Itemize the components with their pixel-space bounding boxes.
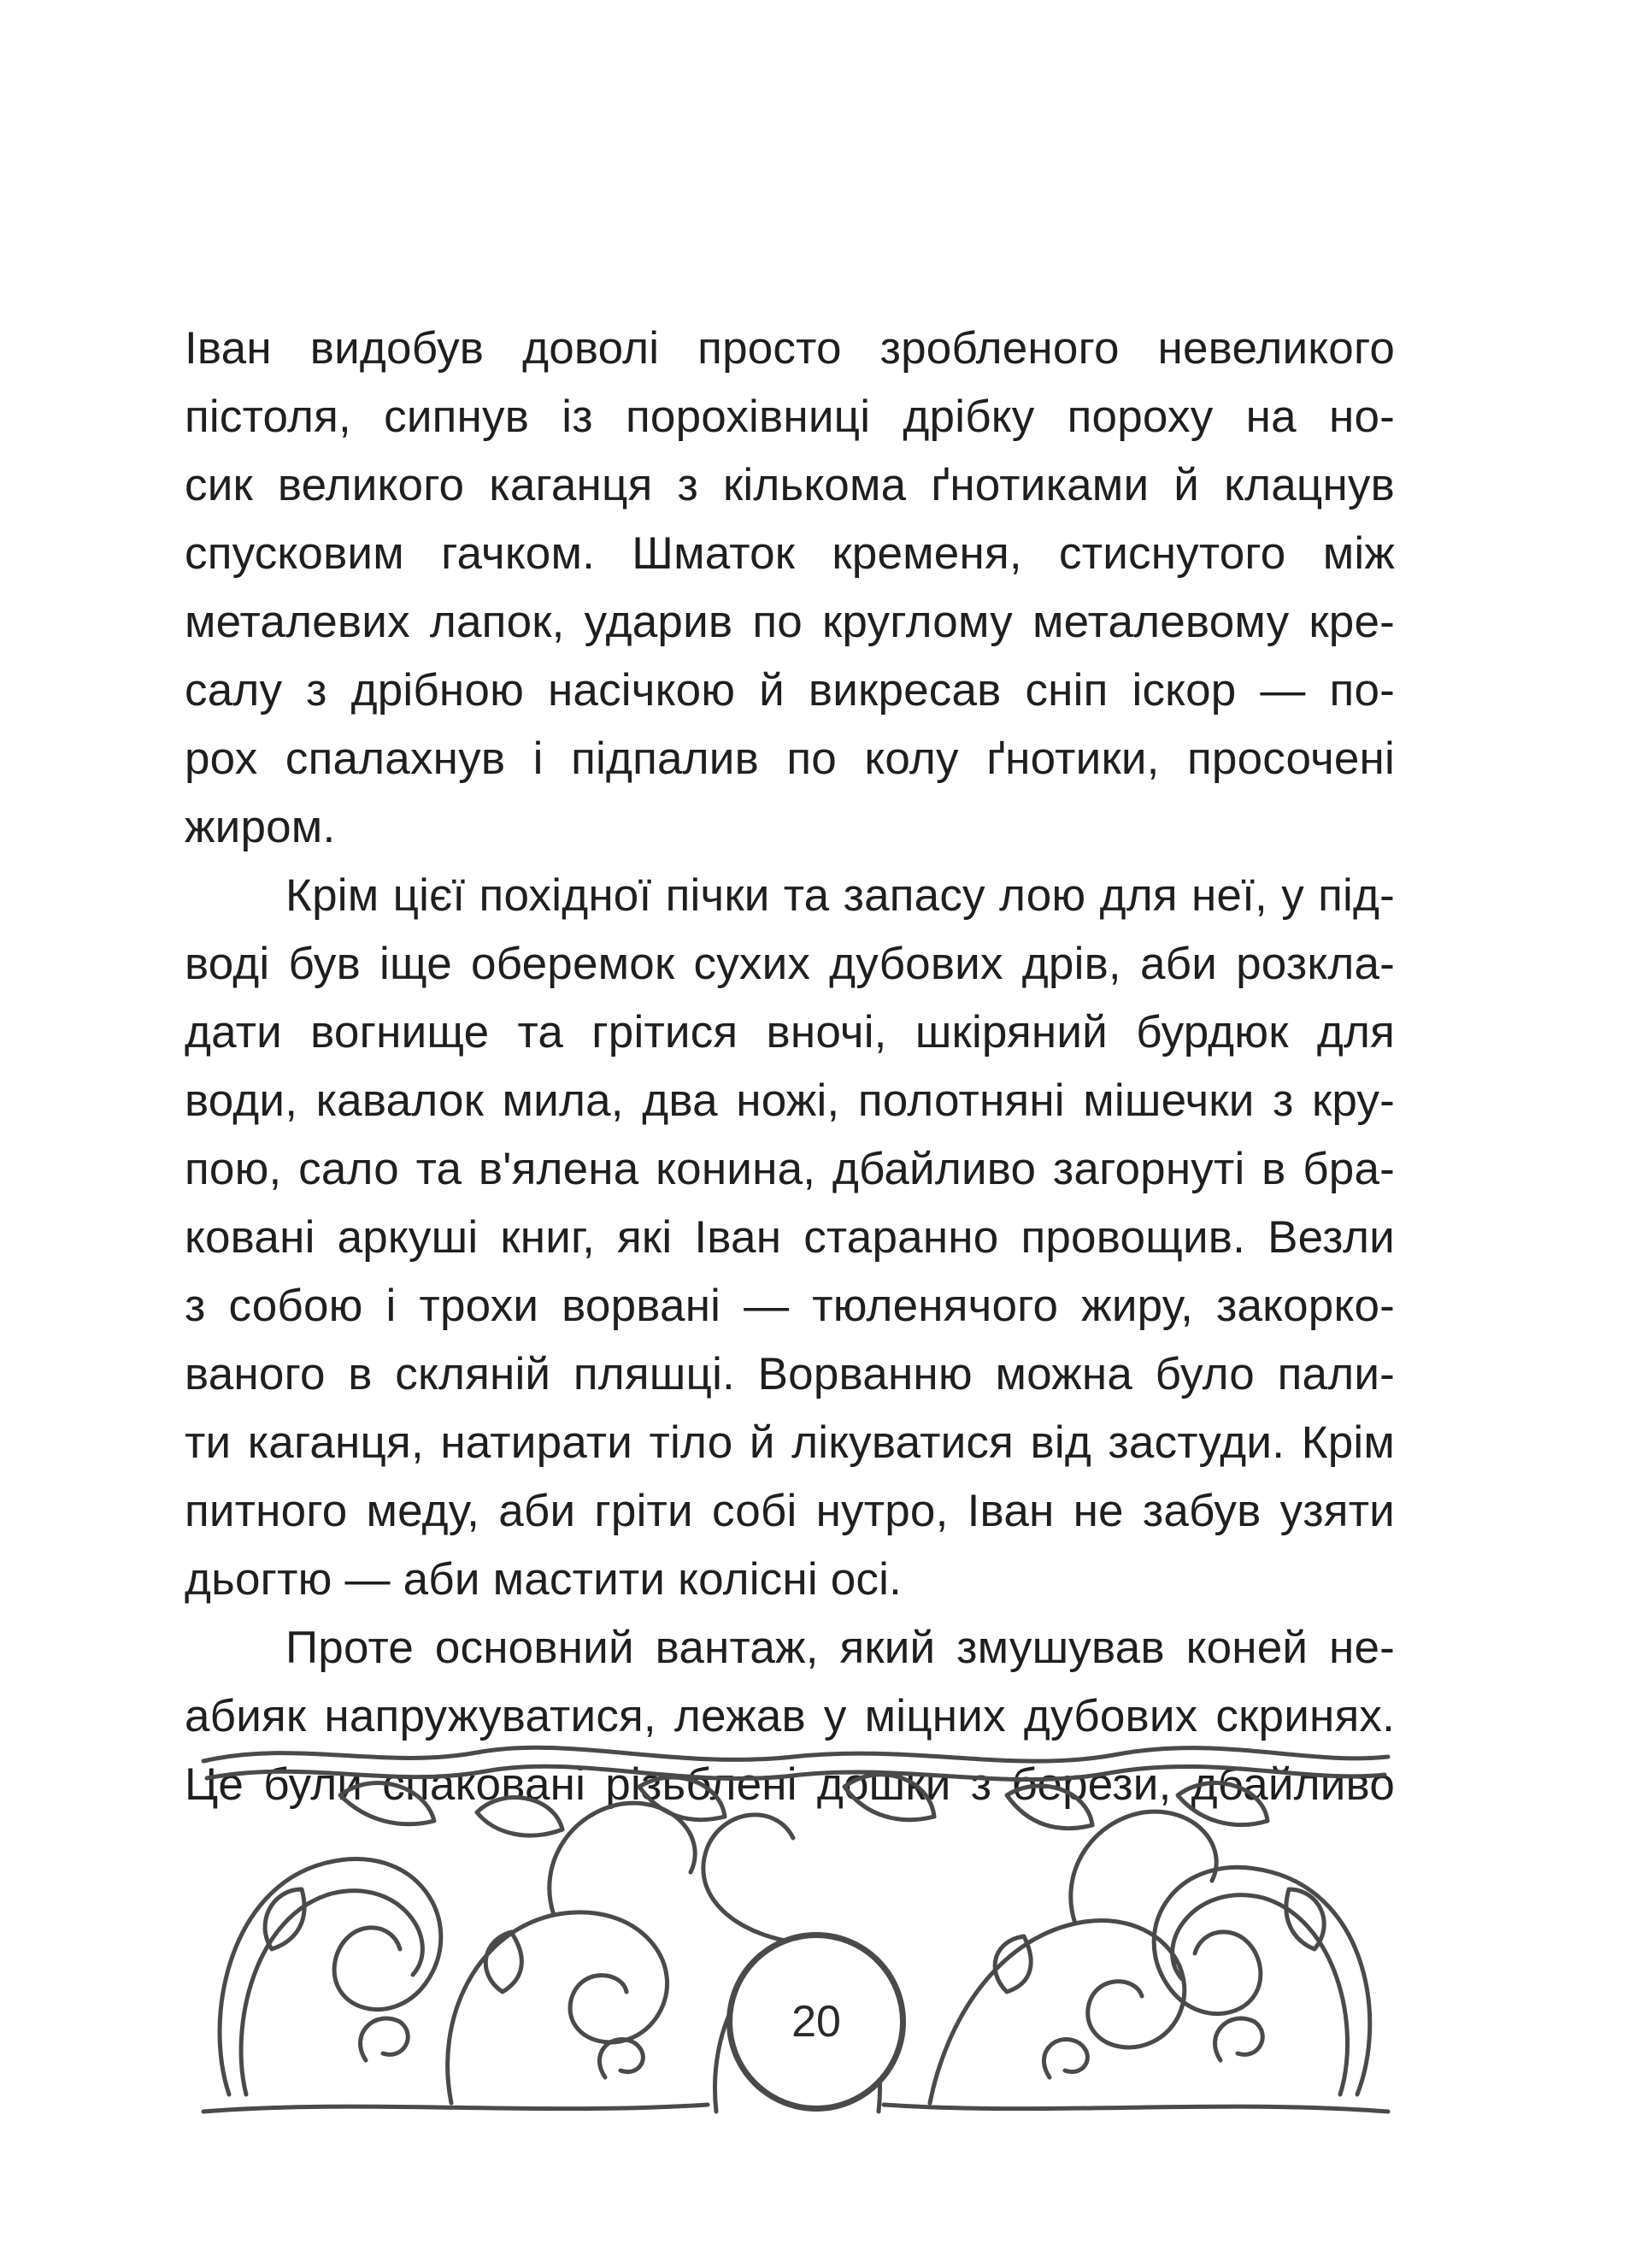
text-line: Іван видобув доволі просто зробленого невеликого <box>185 323 1395 374</box>
text-line: Крім цієї похідної пічки та запасу лою для неї, у під- <box>285 870 1395 921</box>
page-number-badge <box>726 1932 906 2112</box>
text-line: з собою і трохи ворвані — тюленячого жиру, закорко- <box>185 1281 1395 1331</box>
text-line: салу з дрібною насічкою й викресав сніп іскор — по- <box>185 665 1395 716</box>
text-line: питного меду, аби гріти собі нутро, Іван не забув узяти <box>185 1486 1395 1536</box>
text-line: дьогтю — аби мастити колісні осі. <box>185 1554 903 1605</box>
page-number: 20 <box>791 1997 841 2047</box>
text-line: Проте основний вантаж, який змушував коней не- <box>285 1623 1395 1673</box>
text-line: воді був іще оберемок сухих дубових дрів, аби розкла- <box>185 939 1395 989</box>
text-line: дати вогнище та грітися вночі, шкіряний бурдюк для <box>185 1007 1395 1057</box>
text-line: пістоля, сипнув із порохівниці дрібку пороху на но- <box>185 392 1395 442</box>
text-line: Це були спаковані різьблені дошки з берези, дбайливо <box>185 1759 1395 1810</box>
body-text <box>185 315 1395 1819</box>
text-line: сик великого каганця з кількома ґнотиками й клацнув <box>185 460 1395 510</box>
text-line: спусковим гачком. Шматок кременя, стиснутого між <box>185 528 1395 579</box>
text-line: рох спалахнув і підпалив по колу ґнотики, просочені <box>185 733 1395 784</box>
text-line: абияк напружуватися, лежав у міцних дубових скринях. <box>185 1691 1395 1741</box>
text-line: ваного в скляній пляшці. Ворванню можна було пали- <box>185 1349 1395 1399</box>
text-line: металевих лапок, ударив по круглому металевому кре- <box>185 597 1395 647</box>
text-line: ковані аркуші книг, які Іван старанно провощив. Везли <box>185 1212 1395 1263</box>
text-line: жиром. <box>185 802 336 852</box>
text-line: пою, сало та в'ялена конина, дбайливо загорнуті в бра- <box>185 1144 1395 1194</box>
text-line: ти каганця, натирати тіло й лікуватися від застуди. Крім <box>185 1417 1395 1468</box>
text-line: води, кавалок мила, два ножі, полотняні мішечки з кру- <box>185 1075 1395 1126</box>
